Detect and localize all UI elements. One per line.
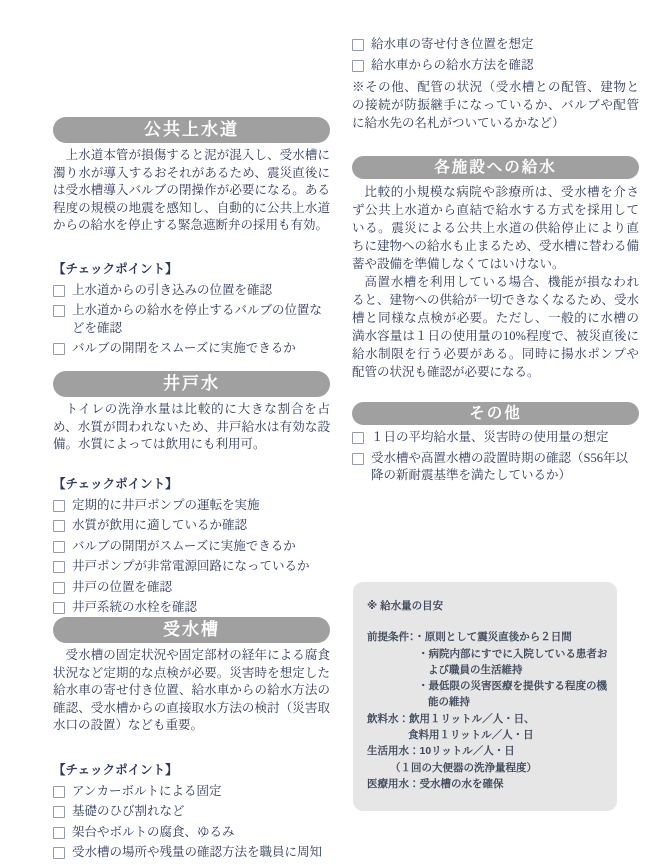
checklist-item-label: 受水槽や高置水槽の設置時期の確認（S56年以降の新耐震基準を満たしているか） [371,450,628,482]
checklist-item [352,450,639,485]
section-title-pill: 受水槽 [53,617,330,643]
piping-note: ※その他、配管の状況（受水槽との配管、建物との接続が防振継手になっているか、バルブや配管に給水先の名札がついているかなど） [352,80,639,130]
checkbox-icon [53,285,65,297]
checklist-item [352,57,639,75]
checkbox-icon [53,806,65,818]
checkbox-icon [352,453,364,465]
section-title-pill: 公共上水道 [53,117,330,143]
checklist-item [53,282,330,300]
checkbox-icon [53,305,65,317]
section-facility-supply [352,156,639,381]
section-carryover-checklist [352,36,639,132]
checklist-item [53,558,330,576]
checkpoint-label: 【チェックポイント】 [53,762,178,777]
checklist-item-label: 給水車の寄せ付き位置を想定 [371,37,534,51]
info-line: 飲料水：飲用１リットル／人・日、 [367,712,535,725]
info-line: 能の維持 [428,696,470,709]
checklist-item [53,844,330,862]
info-line: よび職員の生活維持 [428,663,523,676]
checkbox-icon [53,582,65,594]
info-line: （１回の大便器の洗浄量程度） [390,761,537,774]
checklist-item [53,340,330,358]
section-title-pill: その他 [352,402,639,425]
checklist-item [53,497,330,515]
checklist-item [53,803,330,821]
checkpoint-label: 【チェックポイント】 [53,476,178,491]
section-water-tank [53,617,330,862]
checklist-item-label: 上水道からの引き込みの位置を確認 [72,282,273,297]
checkbox-icon [53,602,65,614]
checklist-item-label: 上水道からの給水を停止するバルブの位置などを確認 [72,303,323,335]
checklist-item-label: 架台やボルトの腐食、ゆるみ [72,824,235,839]
body-paragraph: 高置水槽を利用している場合、機能が損なわれると、建物への供給が一切できなくなるため、受水槽と同様な点検が必要。ただし、一般的に水槽の満水容量は１日の使用量の10%程度で、被災直後に給水制限を行う必要がある。同時に揚水ポンプや配管の状況も確認が必要になる。 [352,275,640,379]
checklist-item-label: １日の平均給水量、災害時の使用量の想定 [371,430,609,444]
section-other [352,402,639,485]
checkbox-icon [53,827,65,839]
body-paragraph: 受水槽の固定状況や固定部材の経年による腐食状況など定期的な点検が必要。災害時を想定した給水車の寄せ付き位置、給水車からの給水方法の確認、受水槽からの直接取水方法の検討（災害取水口の設置）なども重要。 [53,648,330,732]
checklist-item-label: バルブの開閉をスムーズに実施できるか [72,341,296,355]
checkbox-icon [53,847,65,859]
checklist-item-label: 給水車からの給水方法を確認 [371,57,534,72]
section-public-water [53,117,330,358]
section-title-pill: 井戸水 [53,371,330,397]
section-well-water [53,371,330,617]
checklist-item [53,824,330,842]
checklist-item [53,517,330,535]
info-line: ・最低限の災害医療を提供する程度の機 [418,680,607,693]
checklist-item-label: バルブの開閉がスムーズに実施できるか [72,538,296,553]
checkpoint-label: 【チェックポイント】 [53,261,178,276]
info-box-title: ※ 給水量の目安 [367,600,444,612]
checklist-item [352,36,639,54]
info-line: 前提条件：・原則として震災直後から２日間 [367,631,572,644]
info-line: 食料用１リットル／人・日 [408,729,534,742]
checklist-item [53,783,330,801]
water-volume-guideline-box [353,582,617,811]
checklist-item-label: 受水槽の場所や残量の確認方法を職員に周知 [72,845,323,859]
checkbox-icon [53,561,65,573]
body-paragraph: トイレの洗浄水量は比較的に大きな割合を占め、水質が問われないため、井戸給水は有効な設備。水質によっては飲用にも利用可。 [53,402,330,451]
body-paragraph: 比較的小規模な病院や診療所は、受水槽を介さず公共上水道から直結で給水する方式を採用している。震災による公共上水道の供給停止により直ちに建物への給水も止まるため、受水槽に替わる備蓄や設備を準備しなくてはいけない。 [352,185,640,271]
checkbox-icon [53,541,65,553]
info-line: 生活用水：10リットル／人・日 [367,745,515,758]
checklist-item-label: アンカーボルトによる固定 [72,783,222,798]
checklist-item-label: 基礎のひび割れなど [72,804,185,818]
checklist-item [352,429,639,447]
checkbox-icon [53,343,65,355]
checklist-item-label: 井戸の位置を確認 [72,579,173,594]
checklist-item [53,599,330,617]
checklist-item-label: 井戸ポンプが非常電源回路になっているか [72,559,310,573]
checkbox-icon [352,60,364,72]
checklist-item-label: 水質が飲用に適しているか確認 [72,518,248,532]
body-paragraph: 上水道本管が損傷すると泥が混入し、受水槽に濁り水が導入するおそれがあるため、震災直後には受水槽導入バルブの閉操作が必要になる。ある程度の規模の地震を感知し、自動的に公共上水道からの給水を停止する緊急遮断弁の採用も有効。 [53,148,330,232]
checklist-item [53,538,330,556]
checklist-item [53,579,330,597]
info-line: 医療用水：受水槽の水を確保 [367,777,504,790]
info-line: ・病院内部にすでに入院している患者お [418,647,608,660]
checkbox-icon [352,39,364,51]
checkbox-icon [352,432,364,444]
section-title-pill: 各施設への給水 [352,156,639,179]
checkbox-icon [53,786,65,798]
checklist-item-label: 井戸系統の水栓を確認 [72,600,198,614]
checkbox-icon [53,500,65,512]
checklist-item-label: 定期的に井戸ポンプの運転を実施 [72,497,260,512]
checkbox-icon [53,520,65,532]
checklist-item [53,302,330,337]
